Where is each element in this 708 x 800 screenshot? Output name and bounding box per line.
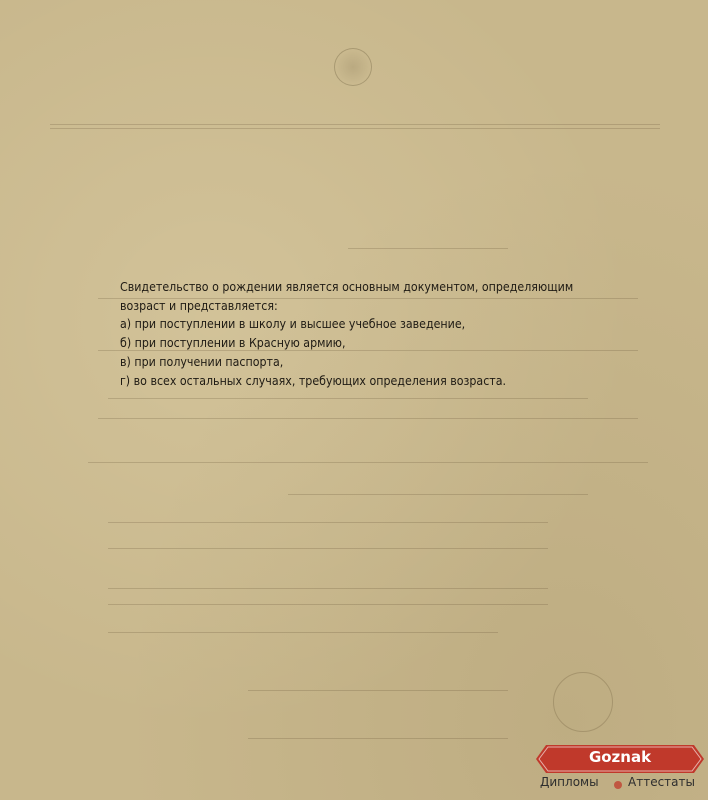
watermark-banner [536, 745, 704, 773]
watermark-diplomas-label: Дипломы [540, 775, 599, 789]
notice-item-other: г) во всех остальных случаях, требующих определения возраста. [120, 373, 507, 388]
goznak-watermark [536, 745, 704, 795]
watermark-certificates-label: Аттестаты [628, 775, 695, 789]
watermark-brand: Goznak [588, 748, 652, 766]
state-emblem-ghost [334, 48, 372, 86]
notice-item-school: а) при поступлении в школу и высшее учебное заведение, [120, 317, 466, 332]
stamp-ghost [553, 672, 613, 732]
watermark-logo-mark [614, 781, 622, 789]
notice-intro-line-1: Свидетельство о рождении является основным документом, определяющим [120, 280, 574, 294]
notice-item-passport: в) при получении паспорта, [120, 354, 284, 369]
notice-intro-line-2: возраст и представляется: [120, 298, 278, 313]
notice-item-army: б) при поступлении в Красную армию, [120, 336, 346, 351]
birth-certificate-notice [120, 278, 610, 390]
